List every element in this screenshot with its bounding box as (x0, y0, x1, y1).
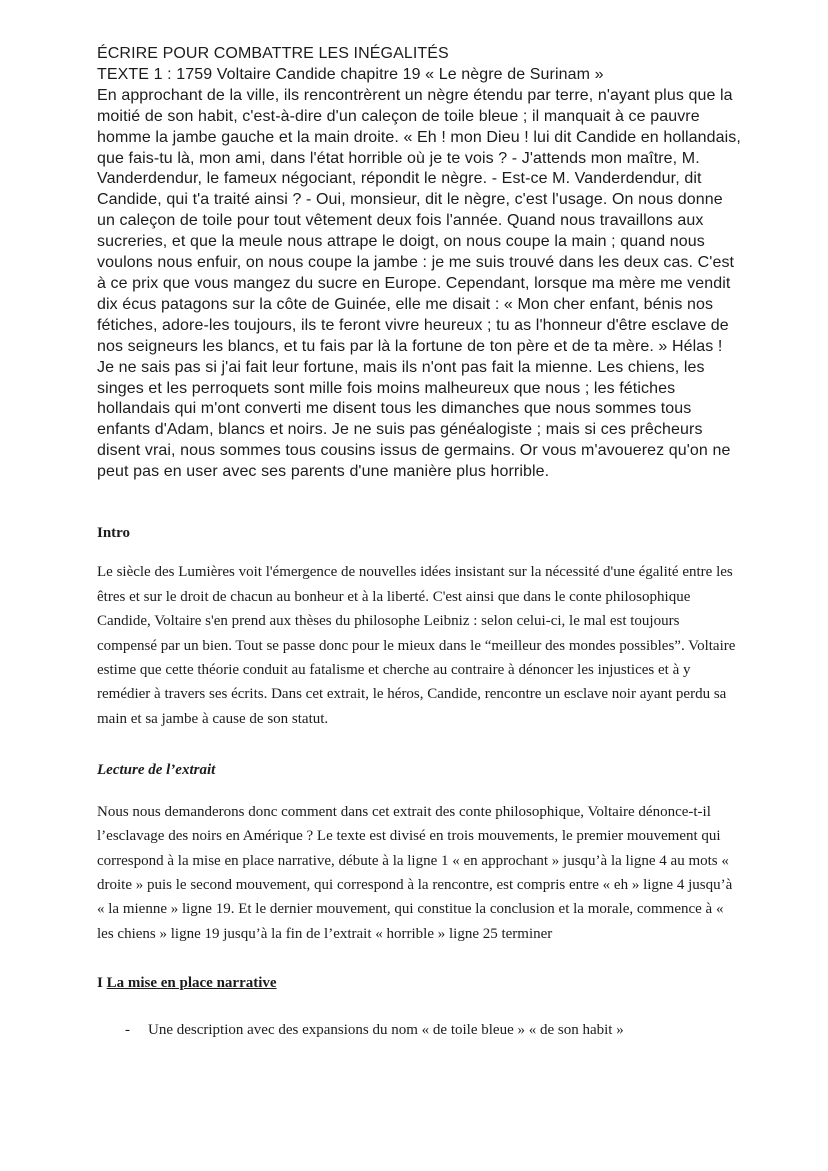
bullet-dash: - (125, 1021, 130, 1038)
section-1-heading (97, 971, 743, 995)
document-subtitle: TEXTE 1 : 1759 Voltaire Candide chapitre 19 « Le nègre de Surinam » (97, 65, 604, 83)
section-1-numeral: I (97, 975, 103, 992)
bullet-item (97, 1018, 743, 1042)
intro-heading: Intro (97, 525, 131, 542)
extract-paragraph: En approchant de la ville, ils rencontrèrent un nègre étendu par terre, n'ayant plus que la moitié de son habit, c'est-à-dire d'un caleçon de toile bleue ; il manquait à ce pauvre homme la jambe gauche et la main droite. « Eh ! mon Dieu ! lui dit Candide en hollandais, que fais-tu là, mon ami, dans l'état horrible où je te vois ? - J'attends mon maître, M. Vanderdendur, le fameux négociant, répondit le nègre. - Est-ce M. Vanderdendur, dit Candide, qui t'a traité ainsi ? - Oui, monsieur, dit le nègre, c'est l'usage. On nous donne un caleçon de toile pour tout vêtement deux fois l'année. Quand nous travaillons aux sucreries, et que la meule nous attrape le doigt, on nous coupe la main ; quand nous voulons nous enfuir, on nous coupe la jambe : je me suis trouvé dans les deux cas. C'est à ce prix que vous mangez du sucre en Europe. Cependant, lorsque ma mère me vendit dix écus patagons sur la côte de Guinée, elle me disait : « Mon cher enfant, bénis nos fétiches, adore-les toujours, ils te feront vivre heureux ; tu as l'honneur d'être esclave de nos seigneurs les blancs, et tu fais par là la fortune de ton père et de ta mère. » Hélas ! Je ne sais pas si j'ai fait leur fortune, mais ils n'ont pas fait la mienne. Les chiens, les singes et les perroquets sont mille fois moins malheureux que nous ; les fétiches hollandais qui m'ont converti me disent tous les dimanches que nous sommes tous enfants d'Adam, blancs et noirs. Je ne suis pas généalogiste ; mais si ces prêcheurs disent vrai, nous sommes tous cousins issus de germains. Or vous m'avouerez qu'on ne peut pas en user avec ses parents d'une manière plus horrible. (97, 86, 741, 481)
document-title: ÉCRIRE POUR COMBATTRE LES INÉGALITÉS (97, 45, 449, 62)
document-content (97, 44, 743, 1042)
intro-paragraph: Le siècle des Lumières voit l'émergence de nouvelles idées insistant sur la nécessité d'une égalité entre les êtres et sur le droit de chacun au bonheur et à la liberté. C'est ainsi que dans le conte philosophique Candide, Voltaire s'en prend aux thèses du philosophe Leibniz : selon celui-ci, le mal est toujours compensé par un bien. Tout se passe donc pour le mieux dans le “meilleur des mondes possibles”. Voltaire estime que cette théorie conduit au fatalisme et cherche au contraire à dénoncer les injustices et à y remédier à travers ses écrits. Dans cet extrait, le héros, Candide, rencontre un esclave noir ayant perdu sa main et sa jambe à cause de son statut. (97, 564, 736, 727)
lecture-paragraph: Nous nous demanderons donc comment dans cet extrait des conte philosophique, Voltaire dénonce-t-il l’esclavage des noirs en Amérique ? Le texte est divisé en trois mouvements, le premier mouvement qui correspond à la mise en place narrative, débute à la ligne 1 « en approchant » jusqu’à la ligne 4 au mots « droite » puis le second mouvement, qui correspond à la rencontre, est compris entre « eh » ligne 4 jusqu’à « la mienne » ligne 19. Et le dernier mouvement, qui constitue la conclusion et la morale, commence à « les chiens » ligne 19 jusqu’à la fin de l’extrait « horrible » ligne 25 terminer (97, 803, 733, 942)
section-1-title: La mise en place narrative (106, 975, 277, 992)
lecture-heading: Lecture de l’extrait (97, 762, 216, 779)
bullet-text: Une description avec des expansions du nom « de toile bleue » « de son habit » (148, 1021, 624, 1038)
